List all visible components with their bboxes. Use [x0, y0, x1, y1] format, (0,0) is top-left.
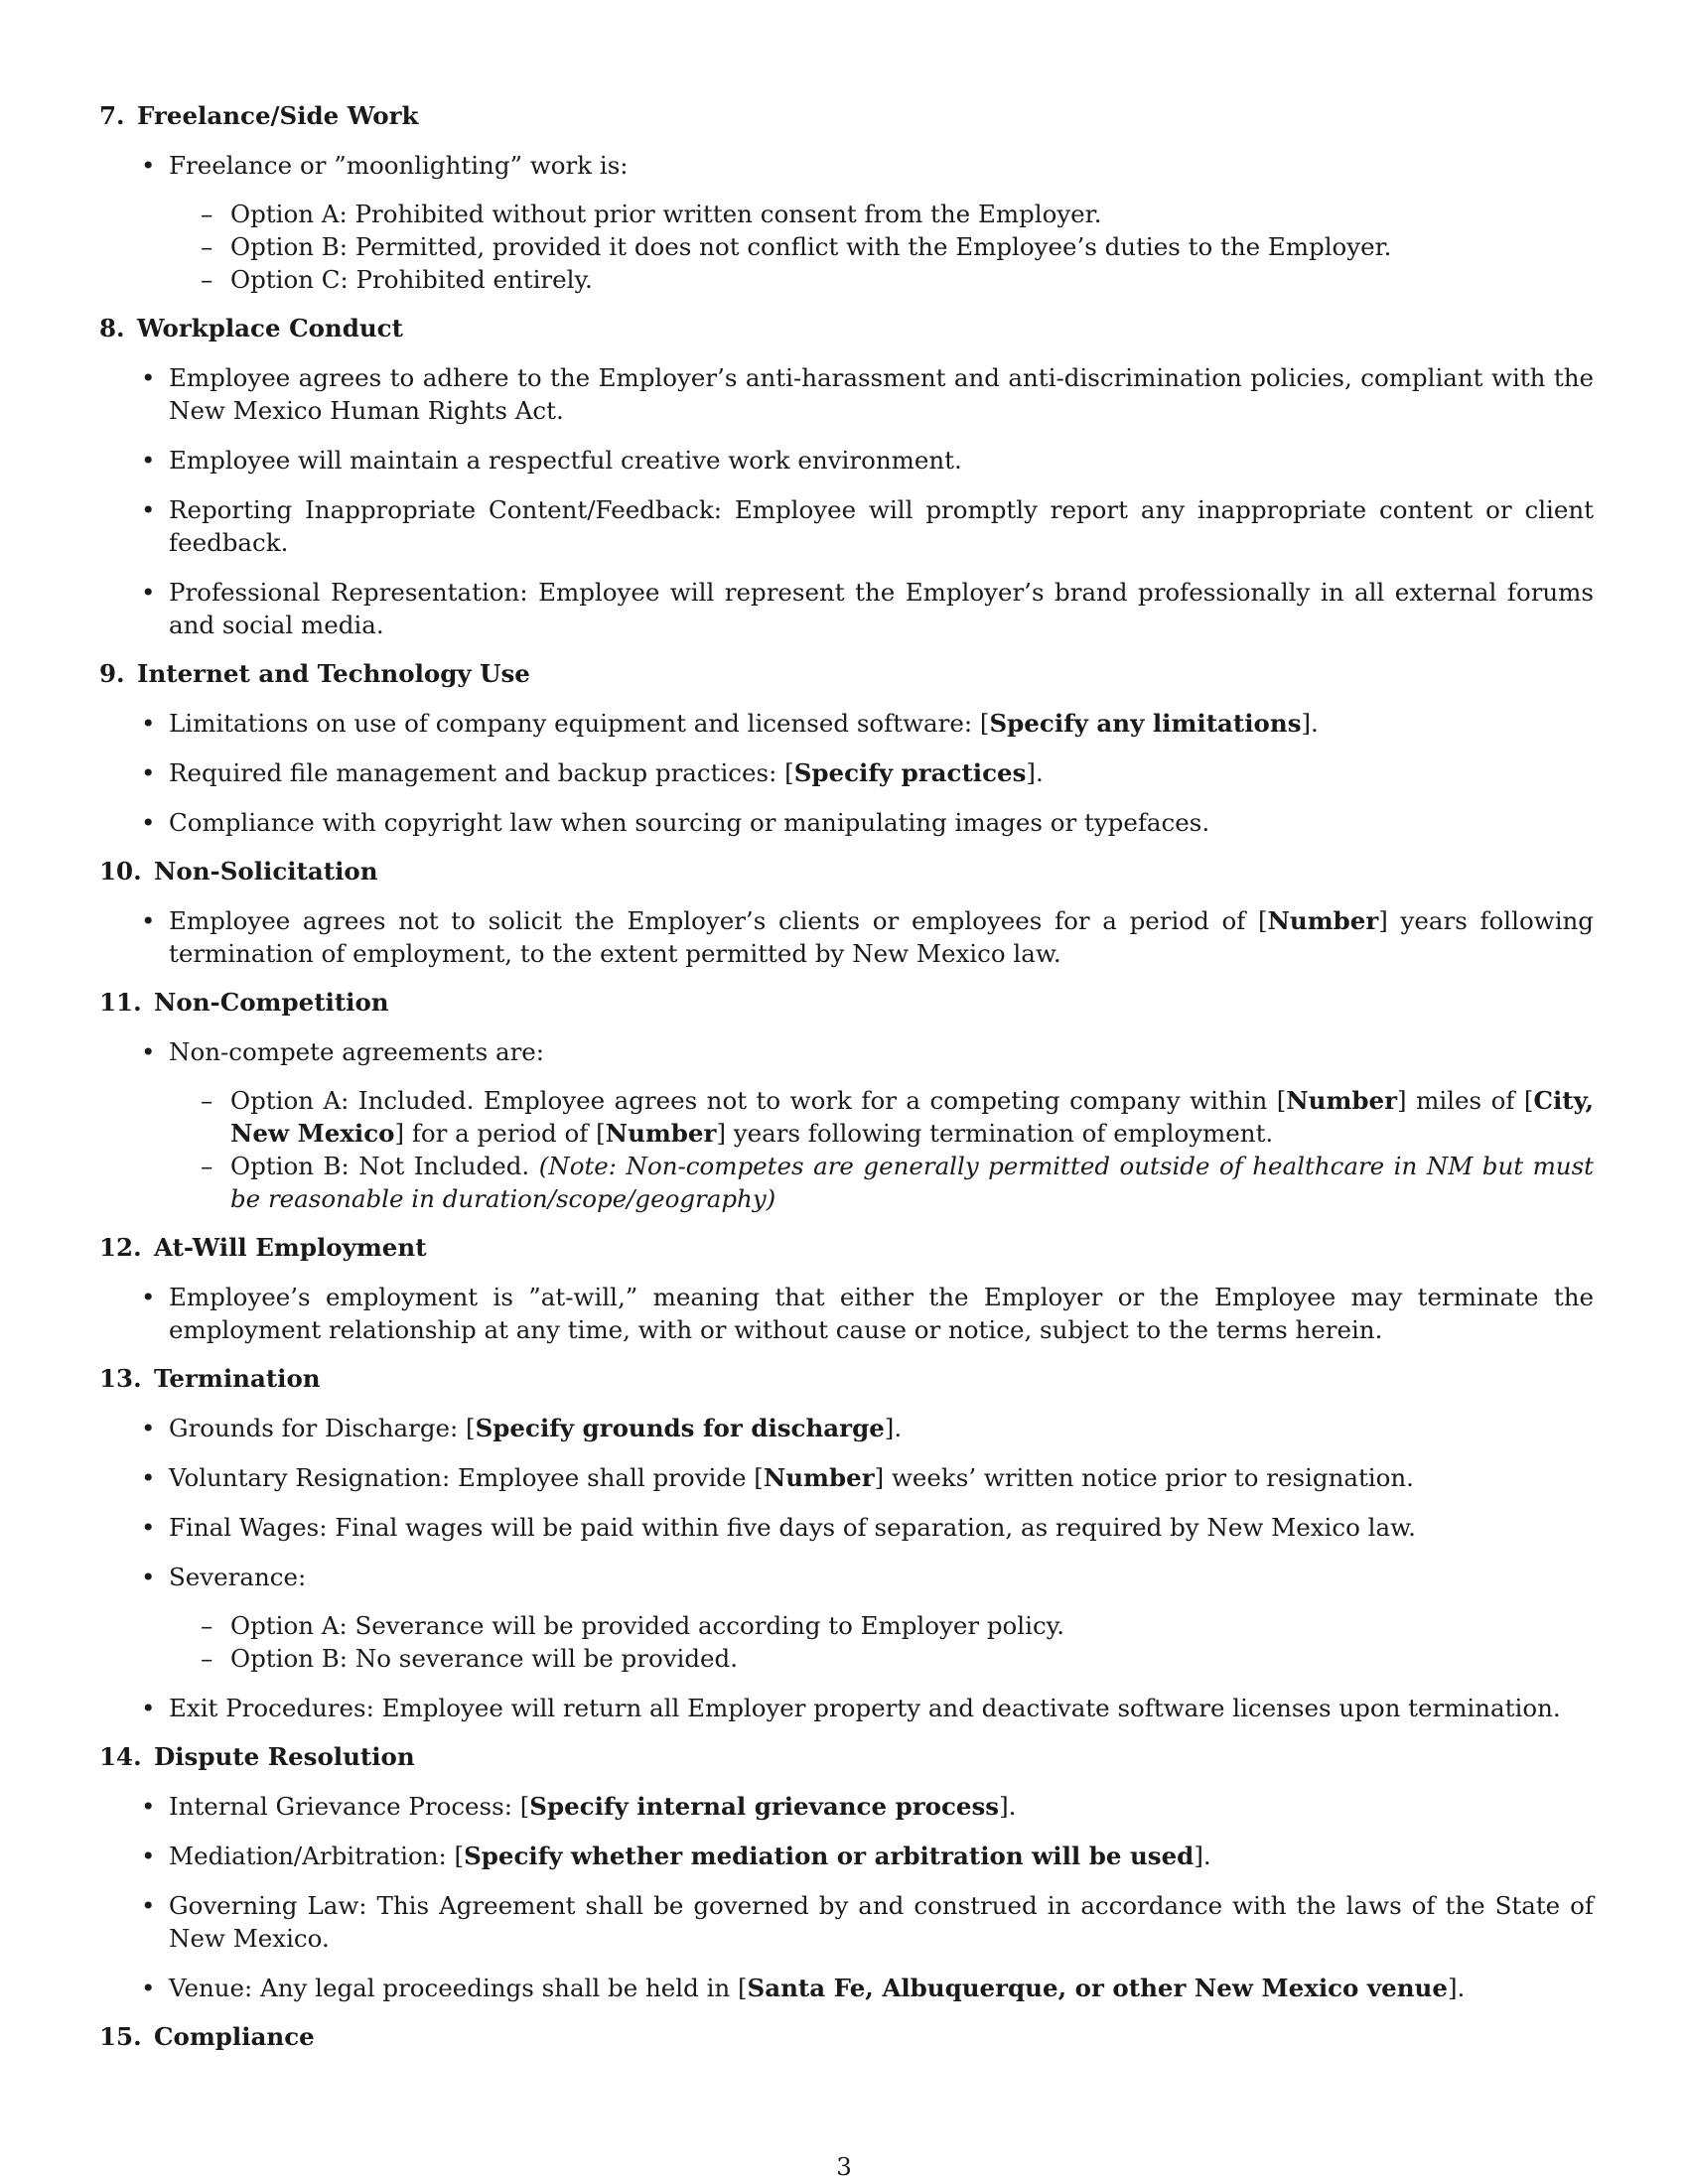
section-title: Non-Competition — [154, 988, 389, 1017]
section-9-heading — [99, 657, 1594, 690]
item-text: Severance: — [169, 1563, 307, 1591]
list-item — [169, 707, 1594, 740]
placeholder: Santa Fe, Albuquerque, or other New Mexico venue — [747, 1974, 1448, 2002]
section-7-heading — [99, 99, 1594, 132]
section-14-list — [99, 1790, 1594, 2004]
section-title: Termination — [154, 1364, 321, 1393]
item-text: ] for a period of [ — [394, 1119, 606, 1148]
section-11-heading — [99, 986, 1594, 1019]
option-item — [230, 1150, 1594, 1215]
item-text: ]. — [1447, 1974, 1466, 2002]
option-item: – Option A: Prohibited without prior written consent from the Employer. — [230, 198, 1594, 230]
section-number: 10. — [99, 857, 142, 886]
placeholder: City, New Mexico — [230, 1086, 1594, 1148]
section-title: Dispute Resolution — [154, 1742, 415, 1771]
list-item — [169, 1972, 1594, 2004]
item-text: Venue: Any legal proceedings shall be held in [ — [169, 1974, 748, 2002]
section-13-heading — [99, 1362, 1594, 1395]
section-title: Freelance/Side Work — [137, 101, 419, 130]
section-number: 13. — [99, 1364, 142, 1393]
section-title: At-Will Employment — [154, 1233, 427, 1262]
placeholder: Number — [763, 1463, 875, 1492]
item-text: Option B: Not Included. — [230, 1152, 539, 1180]
list-item — [169, 1840, 1594, 1872]
item-text: Freelance or ”moonlighting” work is: — [169, 151, 629, 180]
option-item: – Option B: Permitted, provided it does not conflict with the Employee’s duties to the Employer. — [230, 230, 1594, 263]
section-12-list — [99, 1281, 1594, 1346]
option-list — [169, 198, 1594, 296]
placeholder: Specify any limitations — [989, 709, 1302, 738]
list-item: • Employee’s employment is ”at-will,” meaning that either the Employer or the Employee may terminate the employment relationship at any time, with or without cause or notice, subject to the terms herein. — [169, 1281, 1594, 1346]
list-item: • Professional Representation: Employee will represent the Employer’s brand professionally in all external forums and social media. — [169, 576, 1594, 641]
section-14-heading — [99, 1740, 1594, 1773]
item-text: Voluntary Resignation: Employee shall provide [ — [169, 1463, 764, 1492]
note-text: (Note: Non-competes are generally permitted outside of healthcare in NM but must be reasonable in duration/scope/geography) — [230, 1152, 1595, 1213]
option-list — [169, 1084, 1594, 1215]
section-9-list — [99, 707, 1594, 839]
list-item — [169, 1561, 1594, 1675]
item-text: ] years following termination of employment. — [716, 1119, 1274, 1148]
section-10-heading — [99, 855, 1594, 887]
item-text: ]. — [1194, 1842, 1211, 1870]
section-number: 11. — [99, 988, 142, 1017]
list-item: • Governing Law: This Agreement shall be governed by and construed in accordance with the laws of the State of New Mexico. — [169, 1889, 1594, 1955]
item-text: Non-compete agreements are: — [169, 1037, 545, 1066]
section-title: Non-Solicitation — [154, 857, 378, 886]
placeholder: Number — [605, 1119, 717, 1148]
section-number: 9. — [99, 659, 125, 688]
item-text: ] years following termination of employment, to the extent permitted by New Mexico law. — [169, 906, 1594, 968]
list-item — [169, 1790, 1594, 1823]
item-text: ]. — [1301, 709, 1319, 738]
section-10-list — [99, 904, 1594, 970]
item-text: ]. — [884, 1414, 903, 1442]
item-text: ]. — [999, 1792, 1017, 1821]
section-13-list — [99, 1412, 1594, 1724]
list-item: • Compliance with copyright law when sourcing or manipulating images or typefaces. — [169, 806, 1594, 839]
list-item — [169, 1035, 1594, 1215]
option-item: – Option C: Prohibited entirely. — [230, 263, 1594, 296]
option-item: – Option B: No severance will be provided. — [230, 1642, 1594, 1675]
placeholder: Number — [1286, 1086, 1398, 1115]
list-item: • Employee will maintain a respectful creative work environment. — [169, 444, 1594, 477]
placeholder: Specify whether mediation or arbitration will be used — [464, 1842, 1195, 1870]
item-text: Mediation/Arbitration: [ — [169, 1842, 465, 1870]
section-12-heading — [99, 1231, 1594, 1264]
section-7-list — [99, 149, 1594, 296]
item-text: ] miles of [ — [1397, 1086, 1534, 1115]
list-item — [169, 904, 1594, 970]
section-number: 15. — [99, 2022, 142, 2051]
list-item: • Employee agrees to adhere to the Employer’s anti-harassment and anti-discrimination policies, compliant with the New Mexico Human Rights Act. — [169, 361, 1594, 427]
document-page — [99, 99, 1594, 2070]
item-text: Option A: Included. Employee agrees not to work for a competing company within [ — [230, 1086, 1287, 1115]
placeholder: Specify internal grievance process — [529, 1792, 1000, 1821]
section-15-heading — [99, 2020, 1594, 2053]
section-title: Compliance — [154, 2022, 315, 2051]
option-item — [230, 1084, 1594, 1150]
item-text: Grounds for Discharge: [ — [169, 1414, 476, 1442]
list-item — [169, 1412, 1594, 1444]
page-number: 3 — [836, 2152, 852, 2181]
item-text: Employee agrees not to solicit the Employer’s clients or employees for a period of [ — [169, 906, 1268, 935]
section-number: 14. — [99, 1742, 142, 1771]
list-item: • Exit Procedures: Employee will return all Employer property and deactivate software licenses upon termination. — [169, 1692, 1594, 1724]
list-item — [169, 149, 1594, 296]
section-number: 8. — [99, 314, 125, 342]
section-8-heading — [99, 312, 1594, 344]
item-text: ]. — [1026, 758, 1044, 787]
placeholder: Number — [1267, 906, 1379, 935]
placeholder: Specify practices — [793, 758, 1027, 787]
section-number: 7. — [99, 101, 125, 130]
section-8-list — [99, 361, 1594, 641]
list-item: • Final Wages: Final wages will be paid within five days of separation, as required by New Mexico law. — [169, 1511, 1594, 1544]
section-number: 12. — [99, 1233, 142, 1262]
option-item: – Option A: Severance will be provided according to Employer policy. — [230, 1609, 1594, 1642]
section-title: Internet and Technology Use — [137, 659, 530, 688]
list-item — [169, 756, 1594, 789]
item-text: ] weeks’ written notice prior to resignation. — [874, 1463, 1414, 1492]
section-title: Workplace Conduct — [137, 314, 403, 342]
placeholder: Specify grounds for discharge — [475, 1414, 885, 1442]
item-text: Required file management and backup practices: [ — [169, 758, 794, 787]
option-list — [169, 1609, 1594, 1675]
list-item — [169, 1461, 1594, 1494]
section-11-list — [99, 1035, 1594, 1215]
item-text: Limitations on use of company equipment and licensed software: [ — [169, 709, 990, 738]
item-text: Internal Grievance Process: [ — [169, 1792, 530, 1821]
list-item: • Reporting Inappropriate Content/Feedback: Employee will promptly report any inappropriate content or client feedback. — [169, 493, 1594, 559]
